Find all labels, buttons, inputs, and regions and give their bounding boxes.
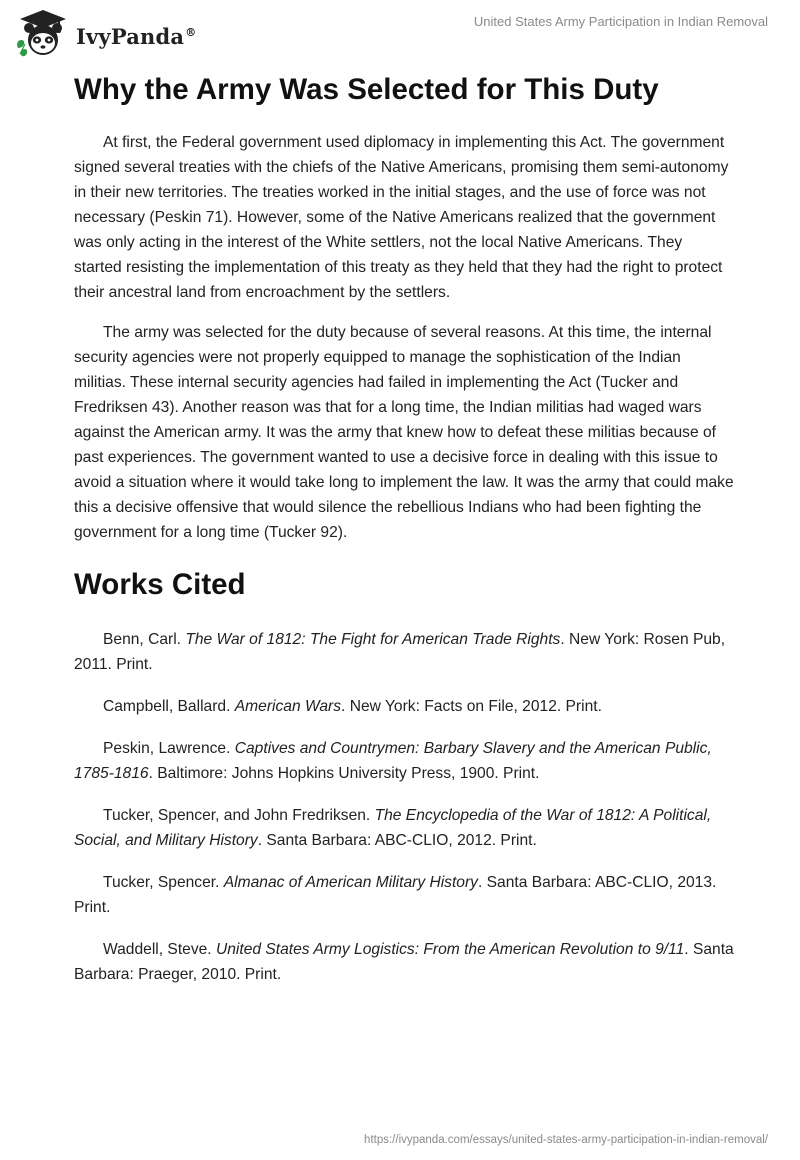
citation-entry <box>74 694 734 719</box>
body-paragraph: The army was selected for the duty because of several reasons. At this time, the internal security agencies were not properly equipped to manage the sophistication of the Indian militias. These internal security agencies had failed in implementing the Act (Tucker and Fredriksen 43). Another reason was that for a long time, the Indian militias had waged wars against the American army. It was the army that knew how to defeat these militias because of past experiences. The government wanted to use a decisive force in dealing with this issue to avoid a situation where it would take long to implement the law. It was the army that could make this a decisive offensive that would silence the rebellious Indians who had been fighting the government for a long time (Tucker 92). <box>74 324 734 541</box>
citation-title: American Wars <box>234 698 342 715</box>
essay-content <box>74 72 734 1004</box>
citation-title: United States Army Logistics: From the American Revolution to 9/11 <box>215 941 685 958</box>
registered-mark: ® <box>185 25 197 39</box>
citation-publication: . Santa Barbara: Praeger, 2010. Print. <box>74 941 734 983</box>
ivypanda-logo[interactable] <box>14 8 196 60</box>
citation-entry <box>74 803 734 853</box>
running-title: United States Army Participation in Indian Removal <box>473 14 768 29</box>
citation-title: Almanac of American Military History <box>223 874 478 891</box>
section-heading: Why the Army Was Selected for This Duty <box>74 73 659 106</box>
citation-title: The Encyclopedia of the War of 1812: A Political, Social, and Military History <box>74 807 712 849</box>
page-header <box>0 0 800 70</box>
citation-entry <box>74 736 734 786</box>
citation-title: Captives and Countrymen: Barbary Slavery and the American Public, 1785-1816 <box>74 740 712 782</box>
citation-publication: . New York: Facts on File, 2012. Print. <box>341 698 602 715</box>
citation-entry <box>74 937 734 987</box>
citation-author: Benn, Carl. <box>103 631 186 648</box>
citation-entry <box>74 870 734 920</box>
citation-publication: . New York: Rosen Pub, 2011. Print. <box>74 631 726 673</box>
citation-author: Tucker, Spencer. <box>103 874 224 891</box>
citation-entry <box>74 627 734 677</box>
citation-author: Tucker, Spencer, and John Fredriksen. <box>103 807 375 824</box>
panda-graduate-icon <box>14 8 72 60</box>
citation-author: Peskin, Lawrence. <box>103 740 235 757</box>
citation-publication: . Santa Barbara: ABC-CLIO, 2013. Print. <box>74 874 717 916</box>
citation-publication: . Santa Barbara: ABC-CLIO, 2012. Print. <box>257 832 537 849</box>
citation-publication: . Baltimore: Johns Hopkins University Press, 1900. Print. <box>148 765 540 782</box>
brand-name: IvyPanda® <box>76 23 197 49</box>
citation-author: Waddell, Steve. <box>103 941 216 958</box>
citation-title: The War of 1812: The Fight for American Trade Rights <box>185 631 561 648</box>
body-paragraph: At first, the Federal government used diplomacy in implementing this Act. The government signed several treaties with the chiefs of the Native Americans, promising them semi-autonomy in their new territories. The treaties worked in the initial stages, and the use of force was not necessary (Peskin 71). However, some of the Native Americans realized that the government was only acting in the interest of the White settlers, not the local Native Americans. They started resisting the implementation of this treaty as they held that they had the right to protect their ancestral land from encroachment by the settlers. <box>74 134 729 301</box>
source-url-link[interactable]: https://ivypanda.com/essays/united-states-army-participation-in-indian-removal/ <box>364 1134 768 1146</box>
works-cited-heading: Works Cited <box>74 568 246 601</box>
citation-author: Campbell, Ballard. <box>103 698 235 715</box>
